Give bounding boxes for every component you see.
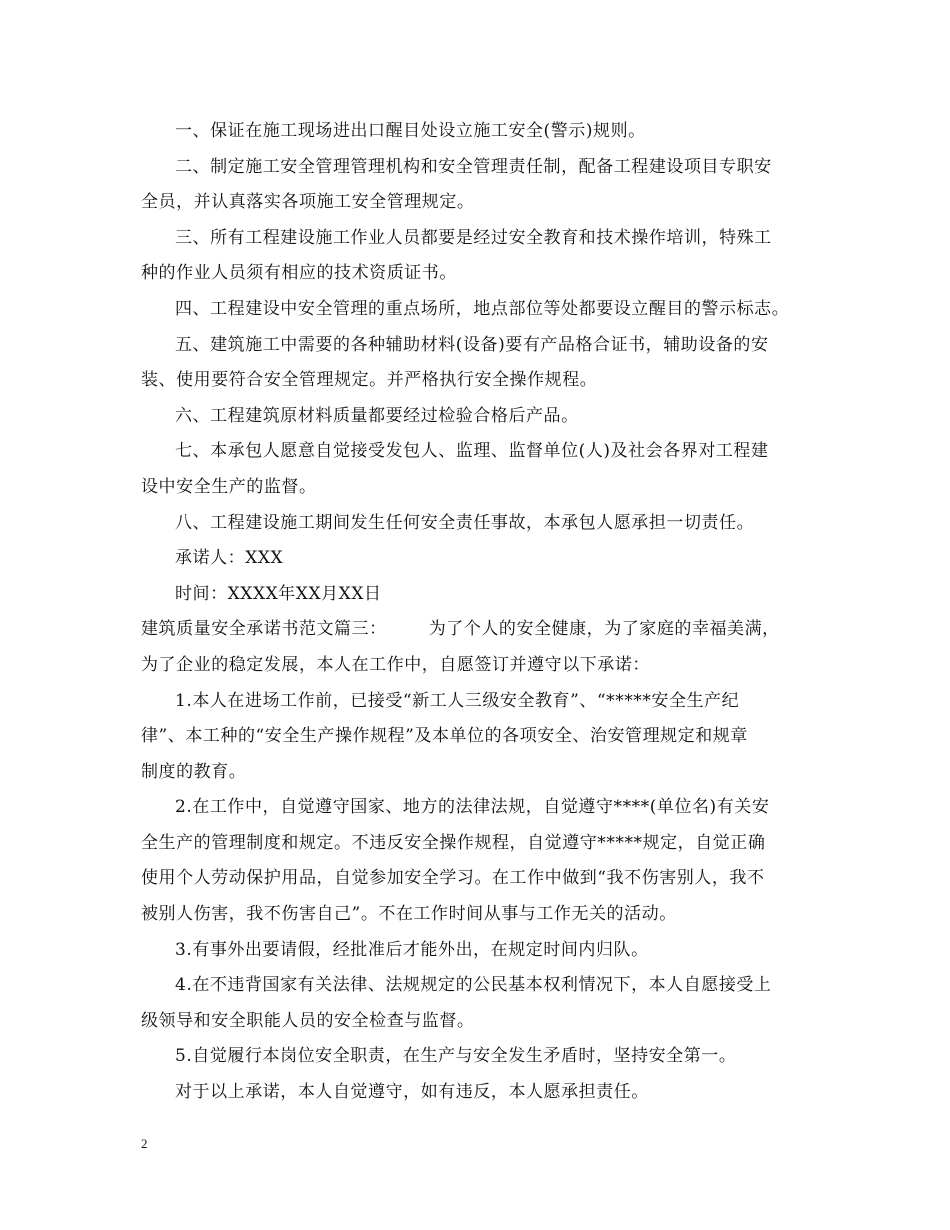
paragraph-line: 五、建筑施工中需要的各种辅助材料(设备)要有产品格合证书，辅助设备的安 <box>175 334 769 355</box>
paragraph-line: 3.有事外出要请假，经批准后才能外出，在规定时间内归队。 <box>175 939 649 960</box>
section-heading-line <box>141 612 821 648</box>
paragraph-line: 全生产的管理制度和规定。不违反安全操作规程，自觉遵守*****规定，自觉正确 <box>141 832 766 853</box>
paragraph-line: 5.自觉履行本岗位安全职责，在生产与安全发生矛盾时，坚持安全第一。 <box>175 1046 737 1067</box>
commitment-clauses <box>141 114 821 612</box>
paragraph-line: 时间：XXXX年XX月XX日 <box>175 583 382 604</box>
paragraph-line: 1.本人在进场工作前，已接受“新工人三级安全教育”、“*****安全生产纪 <box>175 690 740 711</box>
paragraph-line: 律”、本工种的“安全生产操作规程”及本单位的各项安全、治安管理规定和规章 <box>141 726 748 747</box>
document-body <box>141 114 821 1111</box>
paragraph-line: 对于以上承诺，本人自觉遵守，如有违反，本人愿承担责任。 <box>175 1082 649 1103</box>
paragraph-line: 种的作业人员须有相应的技术资质证书。 <box>141 263 457 284</box>
paragraph-line: 2.在工作中，自觉遵守国家、地方的法律法规，自觉遵守****(单位名)有关安 <box>175 797 770 818</box>
paragraph-line: 被别人伤害，我不伤害自己”。不在工作时间从事与工作无关的活动。 <box>141 904 677 925</box>
paragraph-line: 全员，并认真落实各项施工安全管理规定。 <box>141 192 475 213</box>
paragraph-line: 装、使用要符合安全管理规定。并严格执行安全操作规程。 <box>141 370 598 391</box>
paragraph-line: 二、制定施工安全管理管理机构和安全管理责任制，配备工程建设项目专职安 <box>175 156 772 177</box>
paragraph-line: 六、工程建筑原材料质量都要经过检验合格后产品。 <box>175 405 579 426</box>
paragraph-line: 三、所有工程建设施工作业人员都要是经过安全教育和技术操作培训，特殊工 <box>175 227 772 248</box>
paragraph-line: 为了企业的稳定发展，本人在工作中，自愿签订并遵守以下承诺： <box>141 654 650 675</box>
paragraph-line: 设中安全生产的监督。 <box>141 476 317 497</box>
paragraph-line: 4.在不违背国家有关法律、法规规定的公民基本权利情况下，本人自愿接受上 <box>175 975 772 996</box>
paragraph-line: 制度的教育。 <box>141 761 247 782</box>
paragraph-line: 七、本承包人愿意自觉接受发包人、监理、监督单位(人)及社会各界对工程建 <box>175 441 769 462</box>
paragraph-line: 一、保证在施工现场进出口醒目处设立施工安全(警示)规则。 <box>175 121 646 141</box>
page-number: 2 <box>141 1136 148 1151</box>
paragraph-line: 八、工程建设施工期间发生任何安全责任事故，本承包人愿承担一切责任。 <box>175 512 755 533</box>
section-first-line: 为了个人的安全健康，为了家庭的幸福美满， <box>428 619 780 640</box>
paragraph-line: 级领导和安全职能人员的安全检查与监督。 <box>141 1010 475 1031</box>
paragraph-line: 承诺人：XXX <box>175 548 284 569</box>
section-heading: 建筑质量安全承诺书范文篇三： <box>141 619 387 640</box>
paragraph-line: 使用个人劳动保护用品，自觉参加安全学习。在工作中做到“我不伤害别人，我不 <box>141 868 765 889</box>
paragraph-line: 四、工程建设中安全管理的重点场所，地点部位等处都要设立醒目的警示标志。 <box>175 298 790 319</box>
pledge-clauses <box>141 648 821 1111</box>
